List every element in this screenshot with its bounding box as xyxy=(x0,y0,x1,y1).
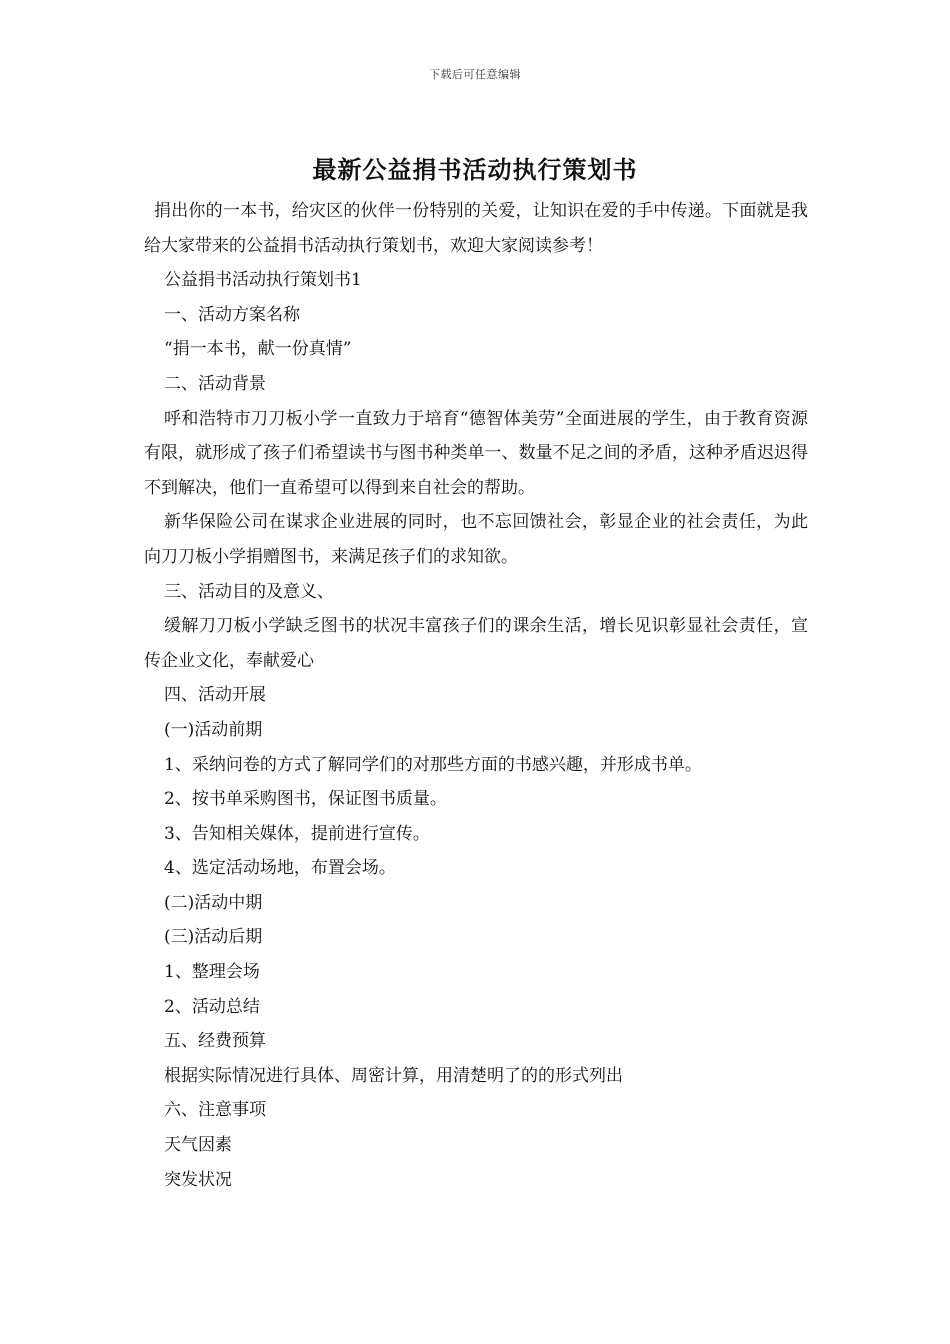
paragraph: 根据实际情况进行具体、周密计算，用清楚明了的的形式列出 xyxy=(164,1065,623,1086)
section-heading: 二、活动背景 xyxy=(164,373,266,394)
section-heading: 三、活动目的及意义、 xyxy=(164,581,334,602)
list-item: 4、选定活动场地，布置会场。 xyxy=(164,858,396,879)
section-heading: 一、活动方案名称 xyxy=(164,304,300,325)
subsection-heading: (二)活动中期 xyxy=(164,892,263,913)
paragraph: 新华保险公司在谋求企业进展的同时，也不忘回馈社会，彰显企业的社会责任，为此向刀刀板小学捐赠图书，来满足孩子们的求知欲。 xyxy=(144,512,808,567)
section-heading: 四、活动开展 xyxy=(164,685,266,706)
paragraph: “捐一本书，献一份真情” xyxy=(164,339,352,360)
paragraph: 呼和浩特市刀刀板小学一直致力于培育“德智体美劳”全面进展的学生，由于教育资源有限，就形成了孩子们希望读书与图书种类单一、数量不足之间的矛盾，这种矛盾迟迟得不到解决，他们一直希望可以得到来自社会的帮助。 xyxy=(144,408,808,498)
intro-paragraph: 捐出你的一本书，给灾区的伙伴一份特别的关爱，让知识在爱的手中传递。下面就是我给大家带来的公益捐书活动执行策划书，欢迎大家阅读参考！ xyxy=(144,201,808,256)
list-item: 1、采纳问卷的方式了解同学们的对那些方面的书感兴趣，并形成书单。 xyxy=(164,754,702,775)
list-item: 1、整理会场 xyxy=(164,962,260,983)
paragraph: 缓解刀刀板小学缺乏图书的状况丰富孩子们的课余生活，增长见识彰显社会责任，宣传企业文化，奉献爱心 xyxy=(144,616,808,671)
list-item: 2、活动总结 xyxy=(164,996,260,1017)
list-item: 3、告知相关媒体，提前进行宣传。 xyxy=(164,823,430,844)
header-note: 下载后可任意编辑 xyxy=(429,68,521,81)
list-item: 天气因素 xyxy=(164,1135,232,1156)
subsection-heading: (三)活动后期 xyxy=(164,927,263,948)
document-body xyxy=(144,194,808,1197)
section-heading: 五、经费预算 xyxy=(164,1031,266,1052)
list-item: 突发状况 xyxy=(164,1169,232,1190)
subsection-heading: (一)活动前期 xyxy=(164,719,263,740)
document-title: 最新公益捐书活动执行策划书 xyxy=(312,155,638,184)
section-heading: 六、注意事项 xyxy=(164,1100,266,1121)
subtitle-line: 公益捐书活动执行策划书1 xyxy=(164,270,362,291)
list-item: 2、按书单采购图书，保证图书质量。 xyxy=(164,789,447,810)
